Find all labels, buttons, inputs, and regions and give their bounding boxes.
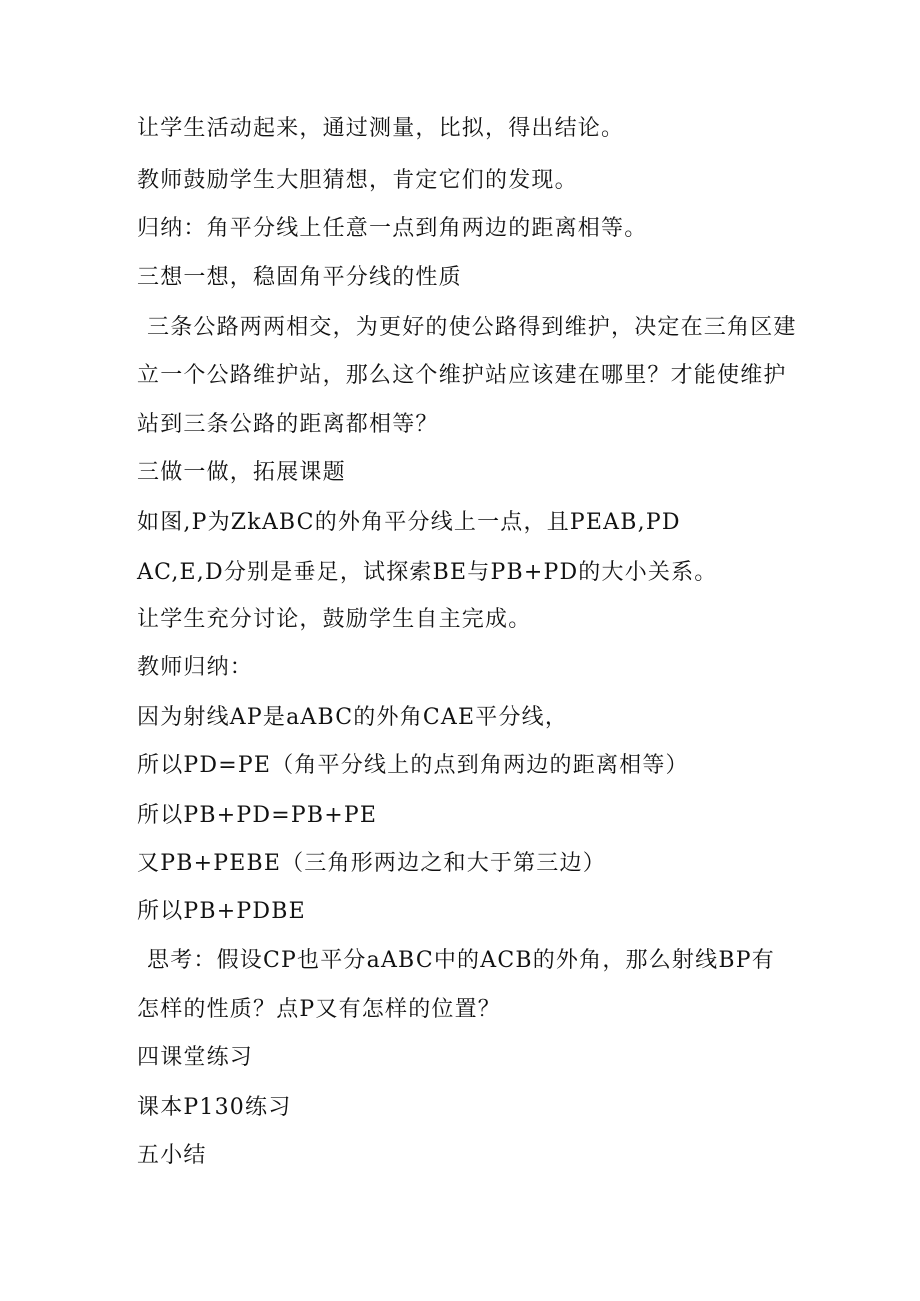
- text-line-12: 教师归纳：: [137, 655, 254, 680]
- text-line-11: 让学生充分讨论，鼓励学生自主完成。: [137, 607, 532, 632]
- text-line-15: 所以PB+PD=PB+PE: [137, 803, 378, 828]
- text-line-6: 立一个公路维护站，那么这个维护站应该建在哪里？才能使维护: [137, 363, 787, 388]
- text-line-21: 课本P130练习: [137, 1095, 292, 1120]
- text-line-7: 站到三条公路的距离都相等？: [137, 412, 439, 437]
- section-heading-exercise: 四课堂练习: [137, 1045, 254, 1070]
- text-line-17: 所以PB+PDBE: [137, 899, 306, 924]
- text-line-18: 思考：假设CP也平分aABC中的ACB的外角，那么射线BP有: [147, 948, 775, 973]
- text-line-5: 三条公路两两相交，为更好的使公路得到维护，决定在三角区建: [147, 315, 797, 340]
- text-line-14: 所以PD=PE（角平分线上的点到角两边的距离相等）: [137, 753, 689, 778]
- text-line-9: 如图,P为ZkABC的外角平分线上一点，且PEAB,PD: [137, 510, 681, 535]
- text-line-19: 怎样的性质？点P又有怎样的位置？: [137, 997, 502, 1022]
- text-line-10: AC,E,D分别是垂足，试探索BE与PB+PD的大小关系。: [137, 560, 718, 585]
- text-line-3: 归纳：角平分线上任意一点到角两边的距离相等。: [137, 216, 648, 241]
- text-line-2: 教师鼓励学生大胆猜想，肯定它们的发现。: [137, 168, 578, 193]
- section-heading-practice: 三想一想，稳固角平分线的性质: [137, 265, 462, 290]
- text-line-1: 让学生活动起来，通过测量，比拟，得出结论。: [137, 116, 625, 141]
- text-line-16: 又PB+PEBE（三角形两边之和大于第三边）: [137, 851, 606, 876]
- section-heading-summary: 五小结: [137, 1143, 207, 1168]
- text-line-13: 因为射线AP是aABC的外角CAE平分线，: [137, 705, 569, 730]
- section-heading-extend: 三做一做，拓展课题: [137, 460, 346, 485]
